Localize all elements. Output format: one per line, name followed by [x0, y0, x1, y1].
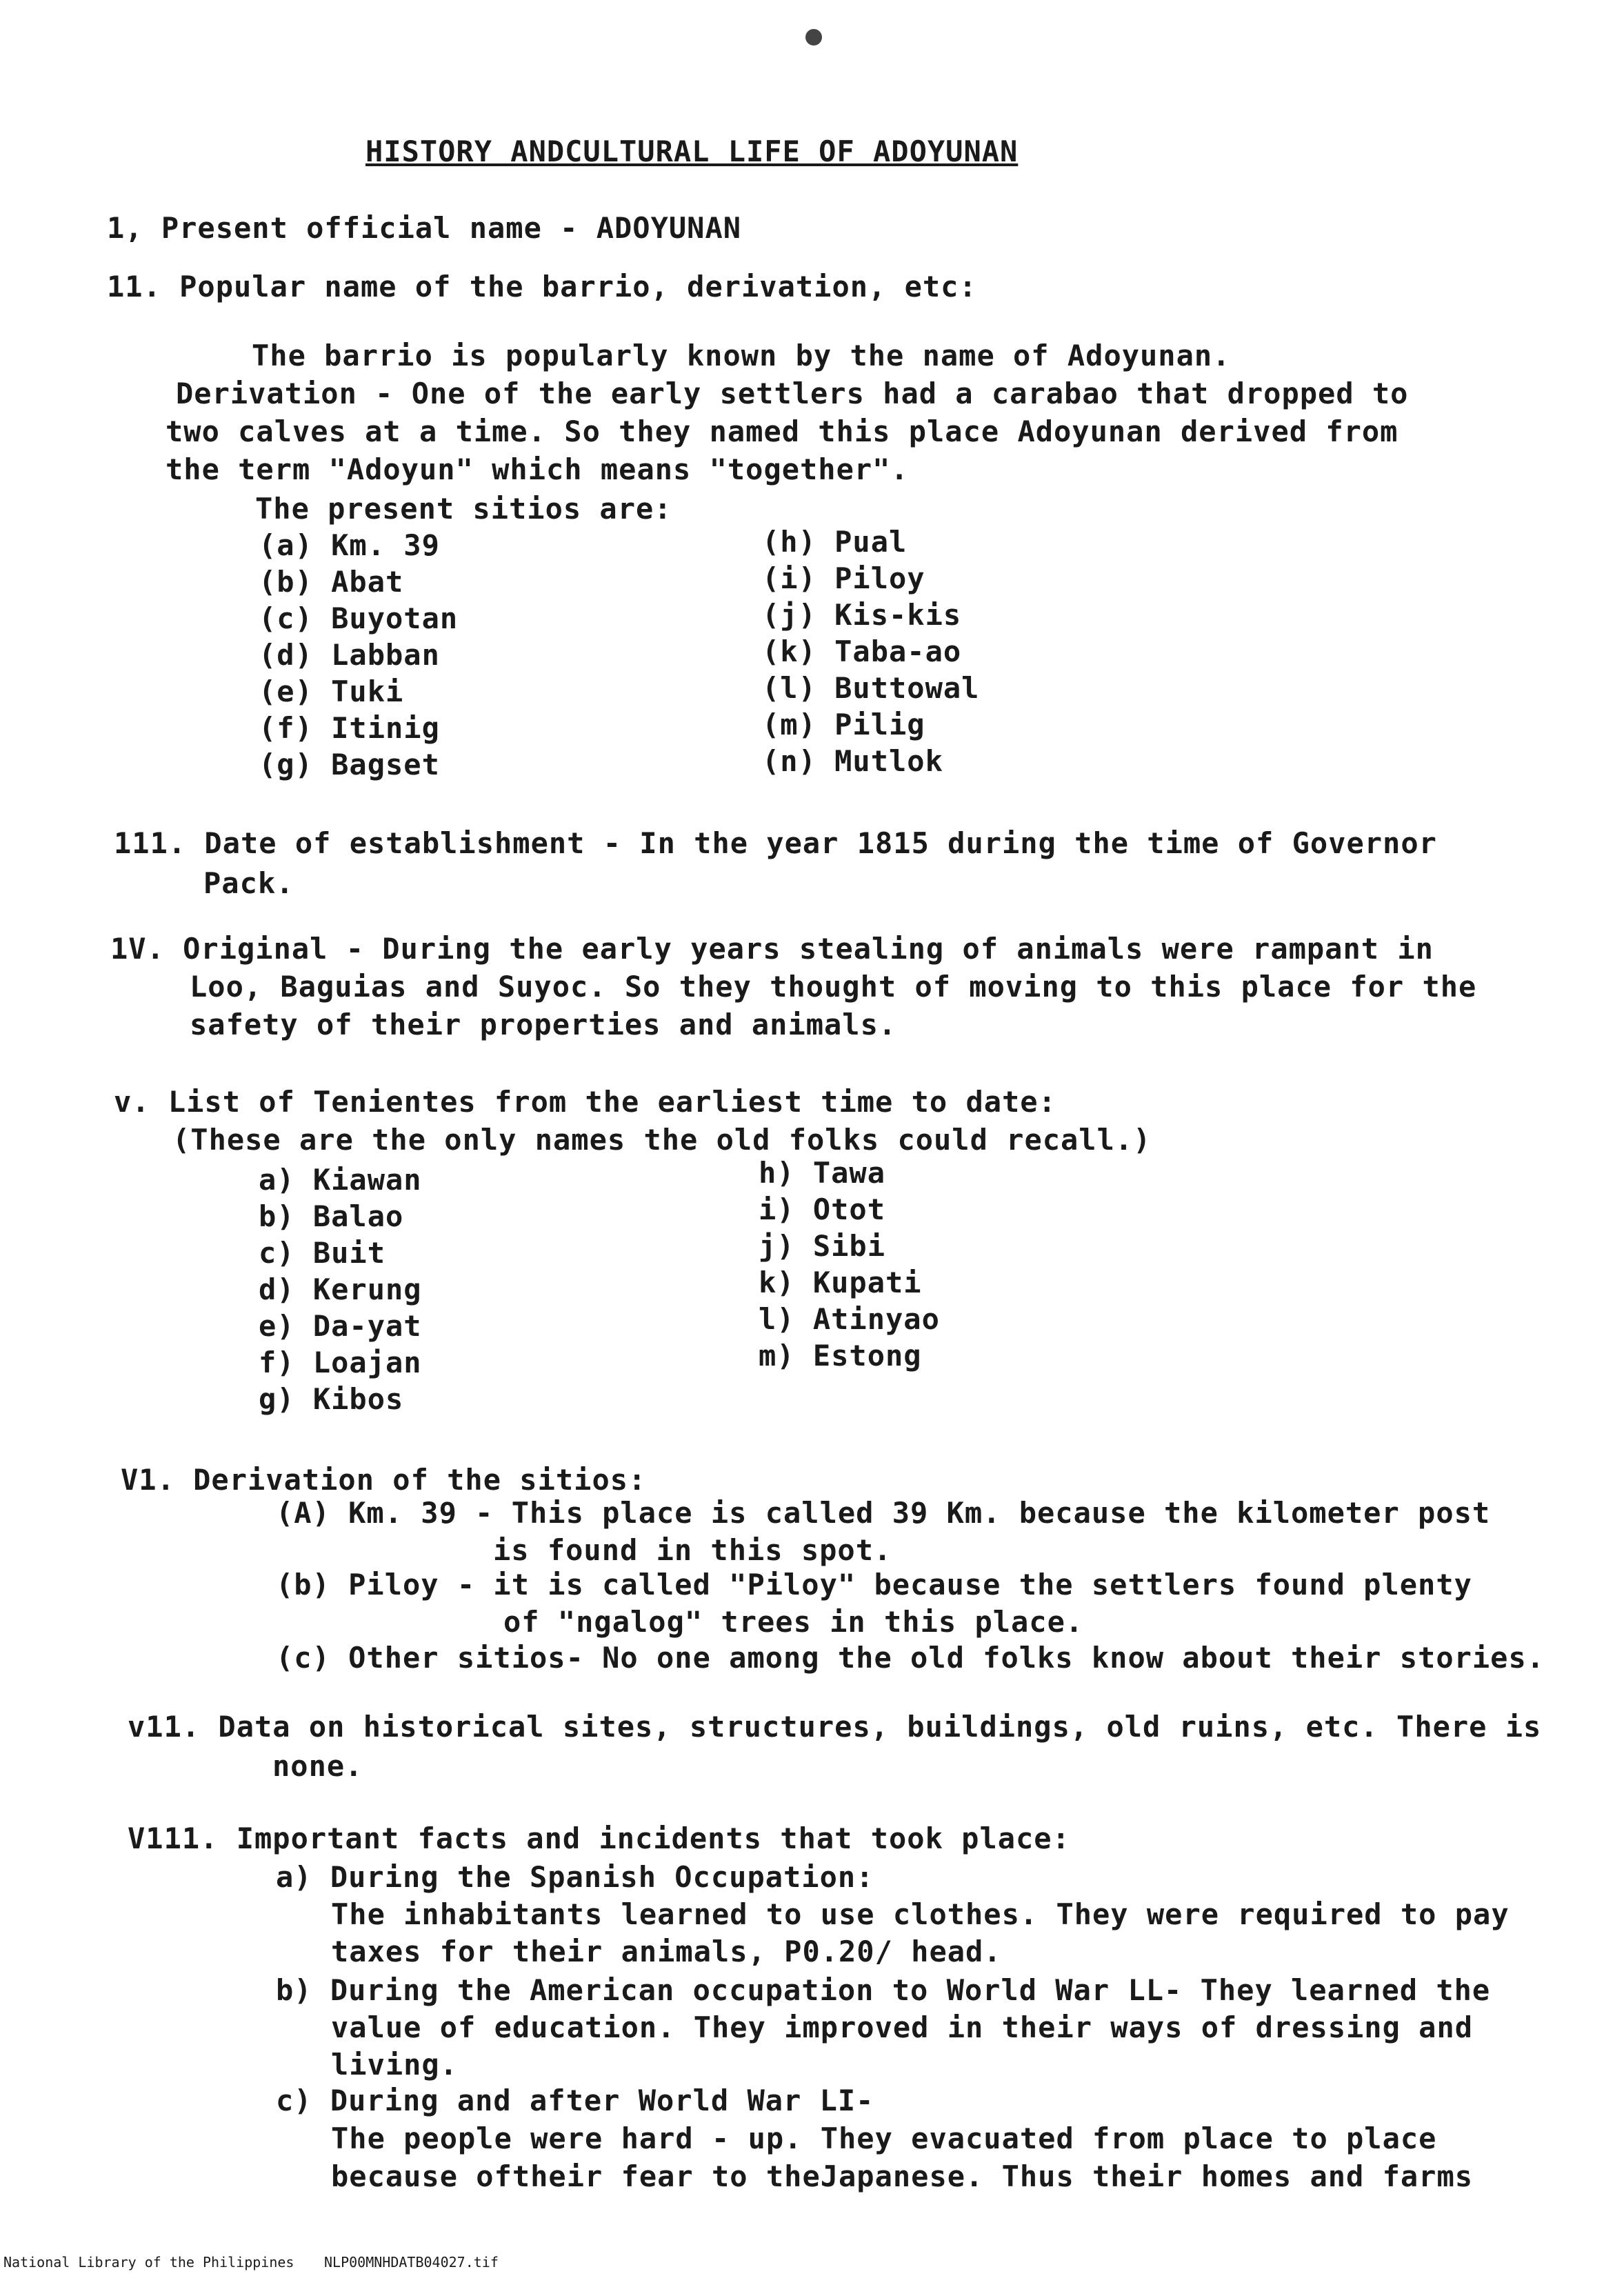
list-item: (b) Abat: [259, 565, 404, 599]
list-item: h) Tawa: [759, 1156, 886, 1190]
text-line: none.: [272, 1749, 363, 1783]
text-line: (b) Piloy - it is called "Piloy" because the settlers found plenty: [276, 1568, 1472, 1601]
text-line: b) During the American occupation to World War LL- They learned the: [276, 1973, 1491, 2007]
list-item: (i) Piloy: [762, 561, 925, 595]
list-item: b) Balao: [259, 1199, 404, 1233]
list-item: d) Kerung: [259, 1272, 422, 1306]
footer-file-id: NLP00MNHDATB04027.tif: [324, 2254, 499, 2270]
text-line: of "ngalog" trees in this place.: [503, 1605, 1084, 1639]
text-line: safety of their properties and animals.: [190, 1008, 897, 1041]
section-8: V111. Important facts and incidents that took place:: [128, 1821, 1070, 1855]
section-5: v. List of Tenientes from the earliest time to date:: [114, 1085, 1056, 1119]
section-3: 111. Date of establishment - In the year 1815 during the time of Governor: [114, 826, 1437, 860]
footer-library: National Library of the Philippines: [3, 2254, 294, 2270]
list-item: g) Kibos: [259, 1382, 404, 1416]
text-line: a) During the Spanish Occupation:: [276, 1860, 874, 1894]
list-item: e) Da-yat: [259, 1309, 422, 1343]
text-line: Pack.: [203, 866, 294, 900]
list-item: l) Atinyao: [759, 1302, 940, 1336]
text-line: two calves at a time. So they named this place Adoyunan derived from: [166, 415, 1399, 448]
section-2: 11. Popular name of the barrio, derivation, etc:: [107, 270, 977, 303]
list-item: (c) Buyotan: [259, 601, 459, 635]
list-item: (m) Pilig: [762, 708, 925, 741]
list-item: (l) Buttowal: [762, 671, 980, 705]
list-item: (g) Bagset: [259, 748, 440, 781]
text-line: value of education. They improved in their ways of dressing and: [331, 2010, 1474, 2044]
text-line: The present sitios are:: [255, 492, 672, 526]
list-item: (j) Kis-kis: [762, 598, 962, 632]
section-6: V1. Derivation of the sitios:: [121, 1463, 647, 1497]
page-mark: [805, 29, 822, 46]
text-line: c) During and after World War LI-: [276, 2084, 874, 2117]
list-item: (e) Tuki: [259, 675, 404, 708]
list-item: (f) Itinig: [259, 711, 440, 745]
text-line: (c) Other sitios- No one among the old folks know about their stories.: [276, 1641, 1545, 1675]
text-line: The people were hard - up. They evacuated from place to place: [331, 2122, 1437, 2155]
list-item: (n) Mutlok: [762, 744, 943, 778]
section-7: v11. Data on historical sites, structures, buildings, old ruins, etc. There is: [128, 1710, 1542, 1744]
section-1: 1, Present official name - ADOYUNAN: [107, 211, 742, 245]
list-item: (a) Km. 39: [259, 528, 440, 562]
list-item: (h) Pual: [762, 525, 908, 559]
list-item: j) Sibi: [759, 1229, 886, 1263]
list-item: c) Buit: [259, 1236, 386, 1270]
section-4: 1V. Original - During the early years stealing of animals were rampant in: [110, 932, 1434, 966]
list-item: m) Estong: [759, 1339, 922, 1372]
text-line: (These are the only names the old folks could recall.): [172, 1123, 1152, 1157]
text-line: the term "Adoyun" which means "together".: [166, 452, 909, 486]
list-item: a) Kiawan: [259, 1163, 422, 1197]
list-item: k) Kupati: [759, 1266, 922, 1299]
text-line: taxes for their animals, P0.20/ head.: [331, 1935, 1002, 1968]
text-line: The barrio is popularly known by the name of Adoyunan.: [252, 339, 1231, 372]
text-line: is found in this spot.: [493, 1533, 892, 1567]
list-item: (k) Taba-ao: [762, 635, 962, 668]
text-line: living.: [331, 2048, 459, 2082]
text-line: Derivation - One of the early settlers had a carabao that dropped to: [176, 377, 1409, 410]
document-title: HISTORY ANDCULTURAL LIFE OF ADOYUNAN: [365, 134, 1019, 168]
list-item: (d) Labban: [259, 638, 440, 672]
text-line: Loo, Baguias and Suyoc. So they thought of moving to this place for the: [190, 970, 1477, 1004]
text-line: (A) Km. 39 - This place is called 39 Km. because the kilometer post: [276, 1496, 1491, 1530]
text-line: because oftheir fear to theJapanese. Thus their homes and farms: [331, 2159, 1474, 2193]
list-item: f) Loajan: [259, 1346, 422, 1379]
list-item: i) Otot: [759, 1192, 886, 1226]
text-line: The inhabitants learned to use clothes. They were required to pay: [331, 1897, 1510, 1931]
